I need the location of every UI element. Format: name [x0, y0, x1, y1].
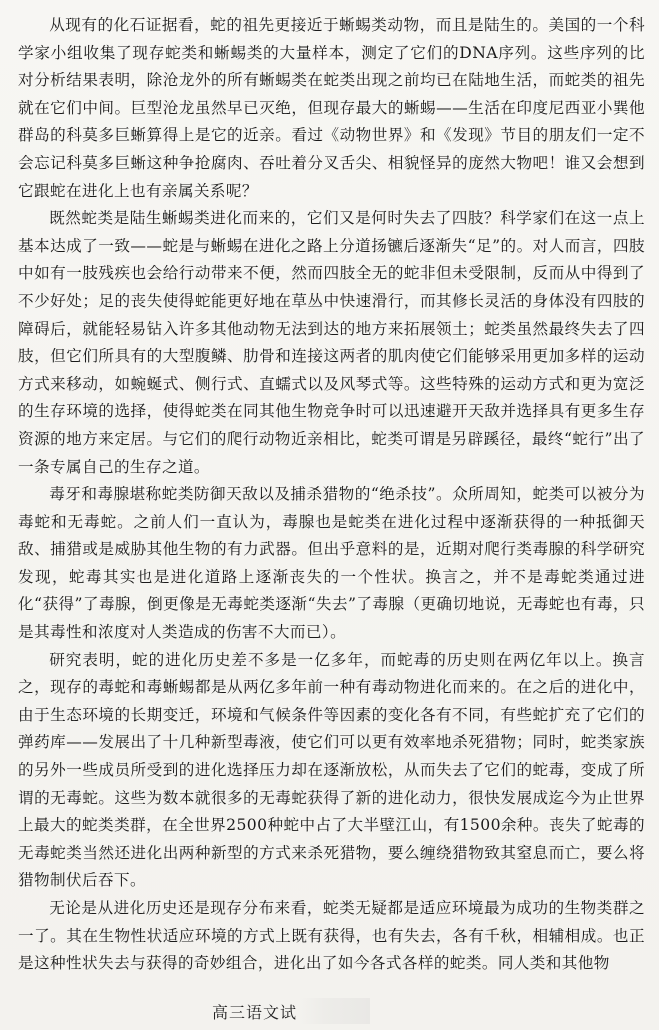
- paragraph-5: 无论是从进化历史还是现存分布来看，蛇类无疑都是适应环境最为成功的生物类群之一了。其在生物性状适应环境的方式上既有获得，也有失去，各有千秋，相辅相成。也正是这种性状失去与获得的奇妙组合，进化出了如今各式各样的蛇类。同人类和其他物: [18, 899, 645, 973]
- paragraph-2: 既然蛇类是陆生蜥蜴类进化而来的，它们又是何时失去了四肢？科学家们在这一点上基本达成了一致——蛇是与蜥蜴在进化之路上分道扬镳后逐渐失“足”的。对人而言，四肢中如有一肢残疾也会给行动带来不便，然而四肢全无的蛇非但未受限制，反而从中得到了不少好处；足的丧失使得蛇能更好地在草丛中快速滑行，而其修长灵活的身体没有四肢的障碍后，就能轻易钻入许多其他动物无法到达的地方来拓展领土；蛇类虽然最终失去了四肢，但它们所具有的大型腹鳞、肋骨和连接这两者的肌肉使它们能够采用更加多样的运动方式来移动，如蜿蜒式、侧行式、直蠕式以及风琴式等。这些特殊的运动方式和更为宽泛的生存环境的选择，使得蛇类在同其他生物竞争时可以迅速避开天敌并选择具有更多生存资源的地方来定居。与它们的爬行动物近亲相比，蛇类可谓是另辟蹊径，最终“蛇行”出了一条专属自己的生存之道。: [18, 209, 645, 476]
- footer-label: 高三语文试: [212, 1003, 298, 1022]
- article-body: [18, 12, 645, 978]
- paragraph-1: 从现有的化石证据看，蛇的祖先更接近于蜥蜴类动物，而且是陆生的。美国的一个科学家小组收集了现存蛇类和蜥蜴类的大量样本，测定了它们的DNA序列。这些序列的比对分析结果表明，除沧龙外的所有蜥蜴类在蛇类出现之前均已在陆地生活，而蛇类的祖先就在它们中间。巨型沧龙虽然早已灭绝，但现存最大的蜥蜴——生活在印度尼西亚小巽他群岛的科莫多巨蜥算得上是它的近亲。看过《动物世界》和《发现》节目的朋友们一定不会忘记科莫多巨蜥这种争抢腐肉、吞吐着分叉舌尖、相貌怪异的庞然大物吧！谁又会想到它跟蛇在进化上也有亲属关系呢？: [18, 16, 645, 200]
- page-footer: [0, 996, 659, 1030]
- paragraph-3: 毒牙和毒腺堪称蛇类防御天敌以及捕杀猎物的“绝杀技”。众所周知，蛇类可以被分为毒蛇和无毒蛇。之前人们一直认为，毒腺也是蛇类在进化过程中逐渐获得的一种抵御天敌、捕猎或是威胁其他生物的有力武器。但出乎意料的是，近期对爬行类毒腺的科学研究发现，蛇毒其实也是进化道路上逐渐丧失的一个性状。换言之，并不是毒蛇类通过进化“获得”了毒腺，倒更像是无毒蛇类逐渐“失去”了毒腺（更确切地说，无毒蛇也有毒，只是其毒性和浓度对人类造成的伤害不大而已）。: [18, 485, 645, 642]
- footer-blur: [300, 998, 370, 1024]
- paragraph-4: 研究表明，蛇的进化历史差不多是一亿多年，而蛇毒的历史则在两亿年以上。换言之，现存的毒蛇和毒蜥蜴都是从两亿多年前一种有毒动物进化而来的。在之后的进化中，由于生态环境的长期变迁，环境和气候条件等因素的变化各有不同，有些蛇扩充了它们的弹药库——发展出了十几种新型毒液，使它们可以更有效率地杀死猎物；同时，蛇类家族的另外一些成员所受到的进化选择压力却在逐渐放松，从而失去了它们的蛇毒，变成了所谓的无毒蛇。这些为数本就很多的无毒蛇获得了新的进化动力，很快发展成迄今为止世界上最大的蛇类类群，在全世界2500种蛇中占了大半壁江山，有1500余种。丧失了蛇毒的无毒蛇类当然还进化出两种新型的方式来杀死猎物，要么缠绕猎物致其窒息而亡，要么将猎物制伏后吞下。: [18, 650, 645, 890]
